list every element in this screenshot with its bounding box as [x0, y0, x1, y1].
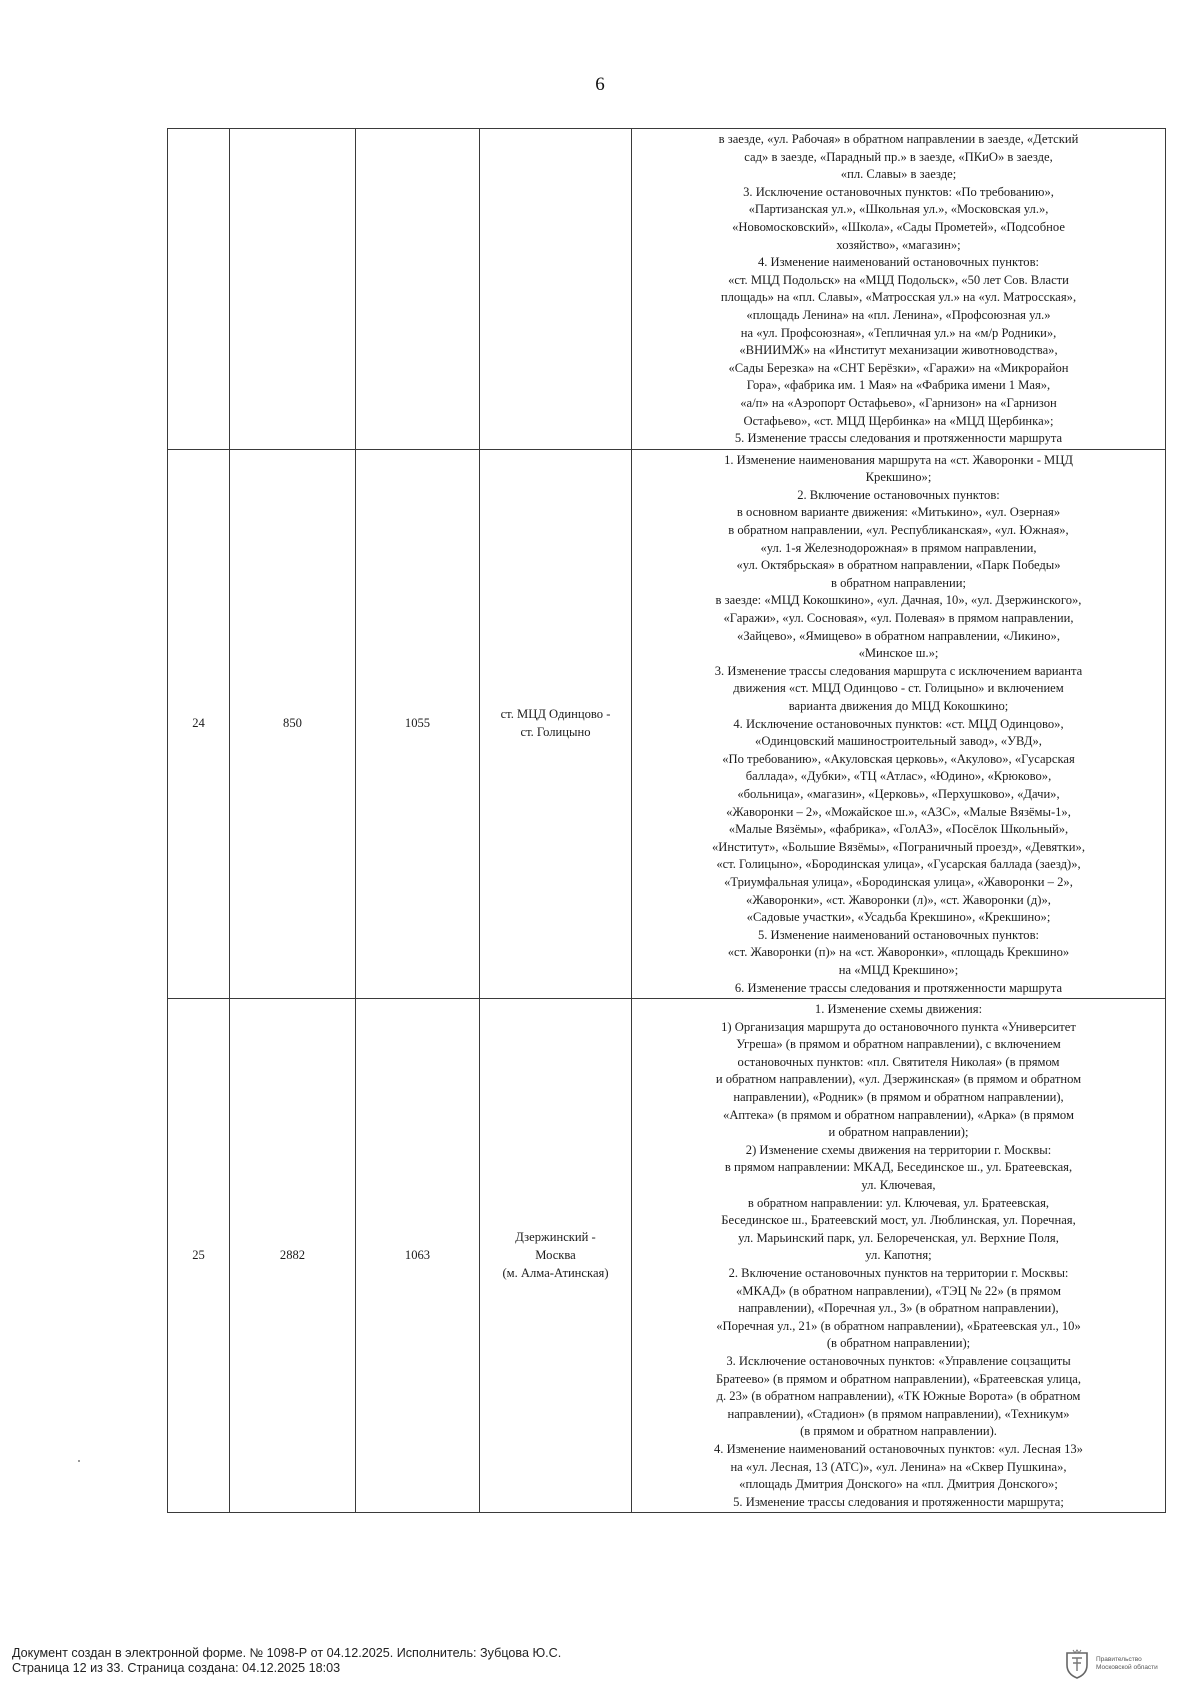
description-line: 4. Изменение наименований остановочных пунктов:	[757, 255, 1040, 270]
description-line: движения «ст. МЦД Одинцово - ст. Голицыно» и включением	[733, 681, 1064, 696]
description-line: «По требованию», «Акуловская церковь», «Акулово», «Гусарская	[722, 751, 1075, 766]
description-line: на «МЦД Крекшино»;	[838, 962, 959, 977]
footer-page-info: Страница 12 из 33. Страница создана: 04.12.2025 18:03	[12, 1661, 341, 1675]
description-line: «Одинцовский машиностроительный завод», «УВД»,	[755, 734, 1042, 749]
description-line: хозяйство», «магазин»;	[836, 237, 961, 252]
route-number-cell: 25	[168, 999, 230, 1513]
description-line: «Новомосковский», «Школа», «Сады Прометей», «Подсобное	[732, 219, 1065, 234]
description-line: 1. Изменение наименования маршрута на «ст. Жаворонки - МЦД	[724, 452, 1073, 467]
description-line: 6. Изменение трассы следования и протяженности маршрута	[734, 980, 1063, 995]
description-line: Крекшино»;	[865, 470, 932, 485]
description-line: Угреша» (в прямом и обратном направлении), с включением	[736, 1037, 1061, 1052]
route-name-line: ст. МЦД Одинцово -	[500, 707, 611, 722]
changes-description-cell	[632, 449, 1166, 998]
description-line: 1) Организация маршрута до остановочного пункта «Университет	[721, 1019, 1076, 1034]
description-line: остановочных пунктов: «пл. Святителя Николая» (в прямом	[737, 1054, 1060, 1069]
description-line: «Жаворонки – 2», «Можайское ш.», «АЗС», «Малые Вязёмы-1»,	[726, 804, 1071, 819]
description-line: «ст. Голицыно», «Бородинская улица», «Гусарская баллада (заезд)»,	[716, 857, 1081, 872]
description-line: «а/п» на «Аэропорт Остафьево», «Гарнизон» на «Гарнизон	[740, 395, 1057, 410]
coat-of-arms-icon	[1064, 1649, 1090, 1679]
description-line: 2. Включение остановочных пунктов на территории г. Москвы:	[728, 1266, 1069, 1280]
description-line: «Минское ш.»;	[858, 646, 939, 661]
description-line: 3. Исключение остановочных пунктов: «Управление соцзащиты	[726, 1353, 1071, 1368]
description-line: 3. Изменение трассы следования маршрута с исключением варианта	[714, 663, 1083, 678]
route-number-cell: 24	[168, 449, 230, 998]
footer-note	[12, 1646, 561, 1676]
description-line: варианта движения до МЦД Кокошкино;	[788, 699, 1009, 713]
table-row	[168, 129, 1166, 450]
government-logo	[1064, 1646, 1194, 1682]
description-line: на «ул. Лесная, 13 (АТС)», «ул. Ленина» на «Сквер Пушкина»,	[730, 1459, 1067, 1474]
description-line: «Триумфальная улица», «Бородинская улица», «Жаворонки – 2»,	[724, 874, 1073, 889]
registry-number-cell: 850	[230, 449, 356, 998]
description-line: Остафьево», «ст. МЦД Щербинка» на «МЦД Щербинка»;	[743, 413, 1054, 428]
page-number: 6	[595, 74, 605, 95]
description-line: 5. Изменение трассы следования и протяженности маршрута	[734, 431, 1063, 446]
route-name-line: Москва	[535, 1247, 576, 1262]
description-line: сад» в заезде, «Парадный пр.» в заезде, «ПКиО» в заезде,	[744, 149, 1053, 164]
description-line: д. 23» (в обратном направлении), «ТК Южные Ворота» (в обратном	[716, 1389, 1081, 1404]
route-number-cell	[168, 129, 230, 450]
description-line: Гора», «фабрика им. 1 Мая» на «Фабрика имени 1 Мая»,	[746, 378, 1051, 393]
org-name-line1: Правительство	[1096, 1656, 1142, 1663]
description-line: «площадь Ленина» на «пл. Ленина», «Профсоюзная ул.»	[746, 307, 1051, 322]
description-line: «Аптека» (в прямом и обратном направлении), «Арка» (в прямом	[723, 1107, 1074, 1122]
changes-description-cell	[632, 129, 1166, 450]
route-name-line: (м. Алма-Атинская)	[502, 1265, 609, 1280]
description-line: «ул. 1-я Железнодорожная» в прямом направлении,	[760, 540, 1037, 555]
description-line: «ст. Жаворонки (п)» на «ст. Жаворонки», «площадь Крекшино»	[727, 945, 1070, 960]
route-name-line: Дзержинский -	[515, 1230, 596, 1245]
description-line: направлении), «Стадион» (в прямом направлении), «Техникум»	[727, 1406, 1070, 1421]
description-line: площадь» на «пл. Славы», «Матросская ул.» на «ул. Матросская»,	[720, 290, 1077, 305]
table-row	[168, 449, 1166, 998]
description-line: 5. Изменение трассы следования и протяженности маршрута;	[733, 1494, 1064, 1509]
description-line: «Институт», «Большие Вязёмы», «Пограничный проезд», «Девятки»,	[712, 839, 1085, 854]
description-line: (в прямом и обратном направлении).	[800, 1424, 997, 1439]
government-logo-text	[1096, 1656, 1158, 1672]
routes-table-body	[168, 129, 1166, 1513]
description-line: Братеево» (в прямом и обратном направлении), «Братеевская улица,	[715, 1371, 1081, 1386]
route-name-line: ст. Голицыно	[520, 724, 591, 739]
description-line: «ВНИИМЖ» на «Институт механизации животноводства»,	[739, 343, 1058, 358]
registry-number-cell	[230, 129, 356, 450]
description-line: баллада», «Дубки», «ТЦ «Атлас», «Юдино», «Крюково»,	[745, 769, 1052, 784]
description-line: в обратном направлении: ул. Ключевая, ул. Братеевская,	[747, 1195, 1050, 1210]
scan-speck	[78, 1460, 80, 1462]
description-line: ул. Капотня;	[865, 1248, 932, 1263]
description-line: «Зайцево», «Ямищево» в обратном направлении, «Ликино»,	[737, 628, 1060, 643]
route-name-cell	[480, 449, 632, 998]
description-line: 3. Исключение остановочных пунктов: «По требованию»,	[743, 184, 1054, 199]
description-line: в обратном направлении, «ул. Республиканская», «ул. Южная»,	[728, 523, 1069, 538]
route-name-cell	[480, 129, 632, 450]
route-code-cell	[356, 129, 480, 450]
description-line: в заезде: «МЦД Кокошкино», «ул. Дачная, 10», «ул. Дзержинского»,	[715, 593, 1082, 608]
description-line: «Сады Березка» на «СНТ Берёзки», «Гаражи» на «Микрорайон	[728, 360, 1069, 375]
description-line: (в обратном направлении);	[826, 1336, 971, 1351]
description-line: «больница», «магазин», «Церковь», «Перхушково», «Дачи»,	[737, 786, 1060, 801]
description-line: 5. Изменение наименований остановочных пунктов:	[757, 927, 1040, 942]
description-line: на «ул. Профсоюзная», «Тепличная ул.» на «м/р Родники»,	[740, 325, 1057, 340]
description-line: «Малые Вязёмы», «фабрика», «ГолАЗ», «Посёлок Школьный»,	[728, 822, 1069, 837]
description-line: «ул. Октябрьская» в обратном направлении, «Парк Победы»	[736, 558, 1061, 573]
description-line: и обратном направлении), «ул. Дзержинская» (в прямом и обратном	[715, 1072, 1082, 1087]
table-row	[168, 999, 1166, 1513]
description-line: «пл. Славы» в заезде;	[840, 167, 957, 182]
description-line: в обратном направлении;	[831, 575, 966, 590]
description-line: «площадь Дмитрия Донского» на «пл. Дмитрия Донского»;	[739, 1477, 1058, 1492]
description-line: в прямом направлении: МКАД, Бесединское ш., ул. Братеевская,	[724, 1160, 1073, 1175]
routes-table	[167, 128, 1166, 1513]
description-line: «Партизанская ул.», «Школьная ул.», «Московская ул.»,	[748, 202, 1049, 217]
registry-number-cell: 2882	[230, 999, 356, 1513]
description-line: ул. Марьинский парк, ул. Белореченская, ул. Верхние Поля,	[738, 1230, 1059, 1245]
route-name-cell	[480, 999, 632, 1513]
description-line: в основном варианте движения: «Митькино», «ул. Озерная»	[736, 505, 1061, 520]
description-line: ул. Ключевая,	[861, 1178, 936, 1193]
route-code-cell: 1055	[356, 449, 480, 998]
description-line: 1. Изменение схемы движения:	[814, 1002, 983, 1017]
description-line: «Поречная ул., 21» (в обратном направлении), «Братеевская ул., 10»	[716, 1318, 1081, 1333]
description-line: направлении), «Родник» (в прямом и обратном направлении),	[733, 1090, 1064, 1105]
route-code-cell: 1063	[356, 999, 480, 1513]
description-line: «ст. МЦД Подольск» на «МЦД Подольск», «50 лет Сов. Власти	[728, 272, 1069, 287]
description-line: 2. Включение остановочных пунктов:	[797, 487, 1000, 502]
description-line: 4. Исключение остановочных пунктов: «ст. МЦД Одинцово»,	[733, 716, 1064, 731]
description-line: в заезде, «ул. Рабочая» в обратном направлении в заезде, «Детский	[718, 132, 1079, 146]
description-line: «Гаражи», «ул. Сосновая», «ул. Полевая» в прямом направлении,	[723, 611, 1074, 626]
description-line: «Садовые участки», «Усадьба Крекшино», «Крекшино»;	[746, 910, 1051, 925]
description-line: «МКАД» (в обратном направлении), «ТЭЦ № 22» (в прямом	[735, 1283, 1061, 1298]
description-line: направлении), «Поречная ул., 3» (в обратном направлении),	[738, 1301, 1059, 1316]
footer-doc-info: Документ создан в электронной форме. № 1098-Р от 04.12.2025. Исполнитель: Зубцова Ю.С.	[12, 1646, 562, 1660]
description-line: 4. Изменение наименований остановочных пунктов: «ул. Лесная 13»	[714, 1441, 1083, 1456]
description-line: и обратном направлении);	[828, 1125, 969, 1140]
description-line: Бесединское ш., Братеевский мост, ул. Люблинская, ул. Поречная,	[721, 1213, 1076, 1228]
changes-description-cell	[632, 999, 1166, 1513]
description-line: «Жаворонки», «ст. Жаворонки (л)», «ст. Жаворонки (д)»,	[746, 892, 1051, 907]
org-name-line2: Московской области	[1096, 1664, 1158, 1671]
description-line: 2) Изменение схемы движения на территории г. Москвы:	[745, 1142, 1052, 1157]
